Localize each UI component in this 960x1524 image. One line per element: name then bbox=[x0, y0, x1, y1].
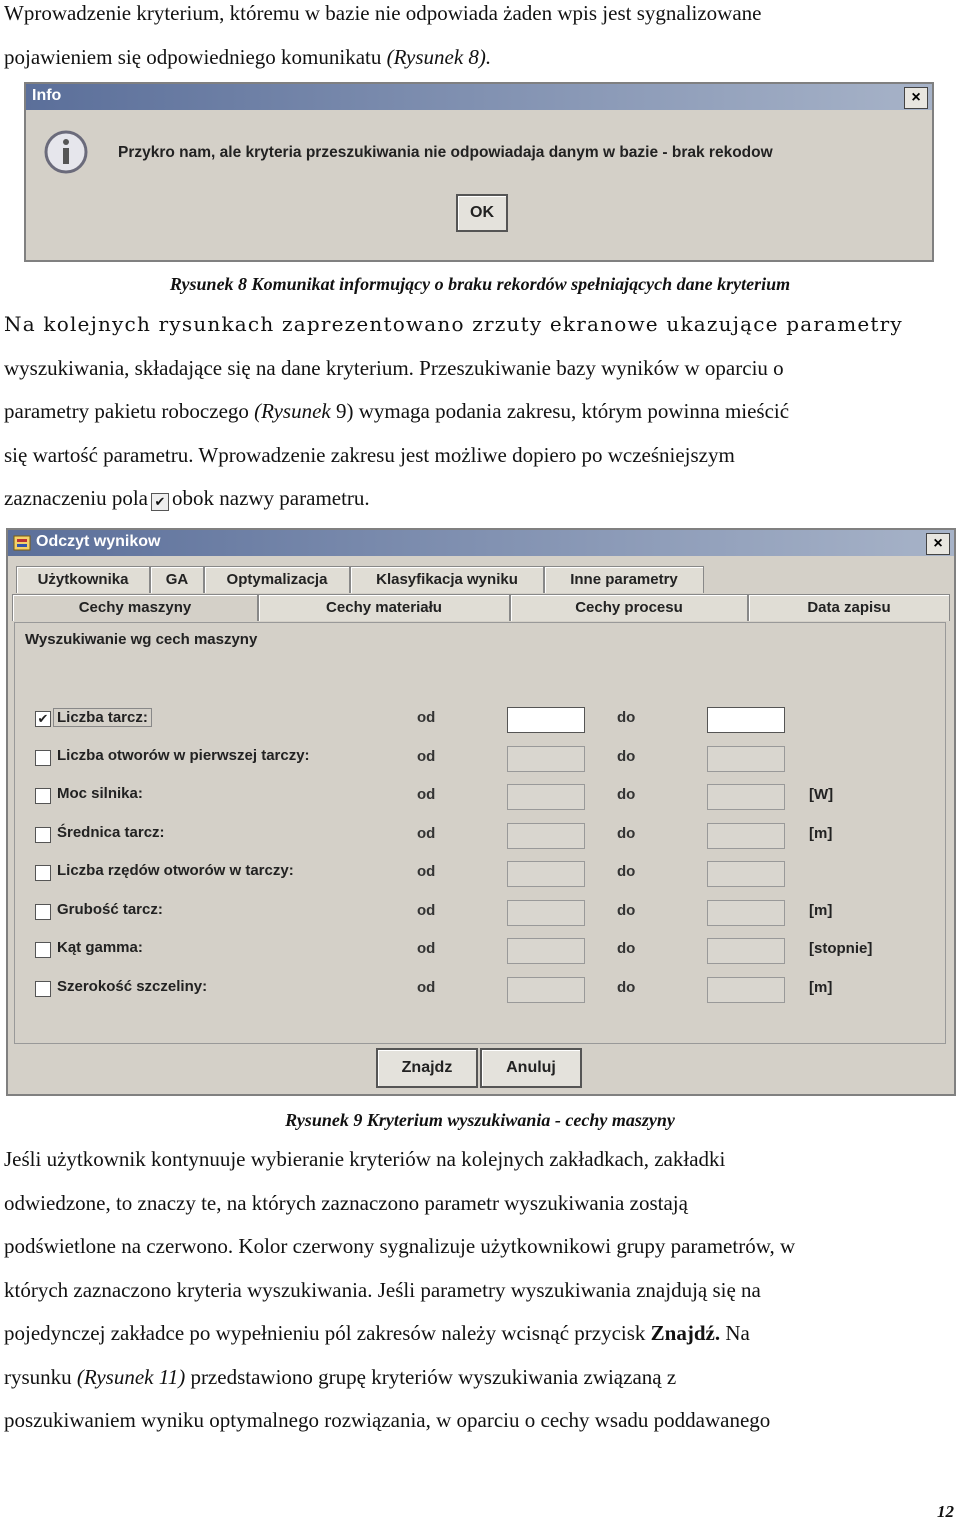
od-label: od bbox=[417, 709, 436, 726]
para3-line-4: których zaznaczono kryteria wyszukiwania. Jeśli parametry wyszukiwania znajdują się na bbox=[4, 1277, 761, 1302]
do-label: do bbox=[617, 747, 636, 765]
criteria-row bbox=[35, 977, 935, 1001]
od-label: od bbox=[417, 901, 436, 919]
criteria-label: Moc silnika: bbox=[57, 785, 143, 802]
para3-line-5: pojedynczej zakładce po wypełnieniu pól zakresów należy wcisnąć przycisk Znajdź. Na bbox=[4, 1321, 750, 1345]
app-icon bbox=[13, 534, 31, 552]
info-titlebar bbox=[26, 84, 932, 110]
criteria-row bbox=[35, 784, 935, 808]
tab-ga[interactable]: GA bbox=[150, 566, 204, 593]
figure-caption-9: Rysunek 9 Kryterium wyszukiwania - cechy maszyny bbox=[285, 1110, 675, 1130]
intro-line-2: pojawieniem się odpowiedniego komunikatu (Rysunek 8). bbox=[4, 44, 492, 69]
paragraph-2 bbox=[4, 303, 956, 521]
do-label: do bbox=[617, 863, 636, 880]
criteria-row bbox=[35, 938, 935, 962]
range-to-input[interactable] bbox=[707, 977, 785, 1003]
page-number: 12 bbox=[937, 1502, 954, 1521]
do-label: do bbox=[617, 709, 636, 726]
tab-inne-parametry[interactable]: Inne parametry bbox=[544, 566, 704, 593]
range-from-input[interactable] bbox=[507, 861, 585, 887]
criteria-row bbox=[35, 707, 935, 731]
do-label: do bbox=[617, 786, 636, 803]
para3-line-3: podświetlone na czerwono. Kolor czerwony sygnalizuje użytkownikowi grupy parametrów, w bbox=[4, 1234, 796, 1258]
criteria-row bbox=[35, 823, 935, 847]
unit-label: [m] bbox=[809, 901, 833, 919]
intro-paragraph bbox=[4, 0, 956, 79]
criteria-checkbox[interactable] bbox=[35, 865, 51, 881]
range-from-input[interactable] bbox=[507, 784, 585, 810]
ok-button[interactable]: OK bbox=[456, 194, 508, 232]
criteria-label: Szerokość szczeliny: bbox=[57, 977, 208, 995]
cancel-button[interactable]: Anuluj bbox=[480, 1048, 582, 1088]
search-window bbox=[6, 528, 956, 1096]
criteria-label: Średnica tarcz: bbox=[57, 823, 165, 841]
figure-caption-8: Rysunek 8 Komunikat informujący o braku rekordów spełniających dane kryterium bbox=[169, 274, 791, 294]
para2-line-5: zaznaczeniu pola ✔ obok nazwy parametru. bbox=[4, 486, 370, 510]
od-label: od bbox=[417, 978, 436, 996]
range-to-input[interactable] bbox=[707, 823, 785, 849]
criteria-checkbox[interactable] bbox=[35, 981, 51, 997]
range-to-input[interactable] bbox=[707, 861, 785, 887]
criteria-row bbox=[35, 900, 935, 924]
para3-line-2: odwiedzone, to znaczy te, na których zaznaczono parametr wyszukiwania zostają bbox=[4, 1190, 688, 1215]
od-label: od bbox=[417, 940, 436, 957]
criteria-row bbox=[35, 746, 935, 770]
criteria-label: Grubość tarcz: bbox=[57, 900, 163, 918]
criteria-label: Liczba otworów w pierwszej tarczy: bbox=[57, 746, 310, 764]
range-to-input[interactable] bbox=[707, 938, 785, 964]
range-from-input[interactable] bbox=[507, 900, 585, 926]
criteria-checkbox[interactable] bbox=[35, 750, 51, 766]
search-titlebar bbox=[8, 530, 954, 556]
criteria-checkbox[interactable] bbox=[35, 827, 51, 843]
range-from-input[interactable] bbox=[507, 823, 585, 849]
criteria-label: Liczba rzędów otworów w tarczy: bbox=[57, 862, 294, 879]
criteria-checkbox[interactable] bbox=[35, 904, 51, 920]
tab-cechy-materialu[interactable]: Cechy materiału bbox=[258, 594, 510, 621]
tab-uzytkownika[interactable]: Użytkownika bbox=[16, 566, 150, 593]
range-from-input[interactable] bbox=[507, 746, 585, 772]
criteria-checkbox[interactable]: ✔ bbox=[35, 711, 51, 727]
criteria-label: Kąt gamma: bbox=[57, 939, 143, 956]
criteria-checkbox[interactable] bbox=[35, 788, 51, 804]
tab-klasyfikacja-wyniku[interactable]: Klasyfikacja wyniku bbox=[350, 566, 544, 593]
range-to-input[interactable] bbox=[707, 746, 785, 772]
criteria-label: Liczba tarcz: bbox=[53, 708, 152, 727]
paragraph-3 bbox=[4, 1138, 956, 1443]
para3-line-7: poszukiwaniem wyniku optymalnego rozwiązania, w oparciu o cechy wsadu poddawanego bbox=[4, 1408, 771, 1432]
close-icon[interactable]: × bbox=[904, 87, 928, 109]
range-to-input[interactable] bbox=[707, 784, 785, 810]
find-button[interactable]: Znajdz bbox=[376, 1048, 478, 1088]
od-label: od bbox=[417, 786, 436, 803]
range-from-input[interactable] bbox=[507, 707, 585, 733]
para3-line-6: rysunku (Rysunek 11) przedstawiono grupę kryteriów wyszukiwania związaną z bbox=[4, 1364, 677, 1389]
unit-label: [m] bbox=[809, 824, 833, 842]
od-label: od bbox=[417, 863, 436, 880]
do-label: do bbox=[617, 978, 636, 996]
checkbox-icon: ✔ bbox=[151, 493, 169, 511]
info-dialog bbox=[24, 82, 934, 262]
tab-cechy-maszyny[interactable]: Cechy maszyny bbox=[12, 594, 258, 621]
group-title: Wyszukiwanie wg cech maszyny bbox=[25, 631, 258, 648]
criteria-checkbox[interactable] bbox=[35, 942, 51, 958]
range-to-input[interactable] bbox=[707, 900, 785, 926]
do-label: do bbox=[617, 940, 636, 957]
para2-line-3: parametry pakietu roboczego (Rysunek 9) wymaga podania zakresu, którym powinna mieścić bbox=[4, 399, 790, 423]
close-icon[interactable]: × bbox=[926, 533, 950, 555]
criteria-group bbox=[14, 622, 946, 1044]
para2-line-2: wyszukiwania, składające się na dane kryterium. Przeszukiwanie bazy wyników w oparciu o bbox=[4, 355, 784, 380]
do-label: do bbox=[617, 901, 636, 919]
search-title: Odczyt wynikow bbox=[36, 533, 161, 550]
range-to-input[interactable] bbox=[707, 707, 785, 733]
range-from-input[interactable] bbox=[507, 938, 585, 964]
para3-line-1: Jeśli użytkownik kontynuuje wybieranie kryteriów na kolejnych zakładkach, zakładki bbox=[4, 1147, 726, 1171]
info-icon bbox=[42, 128, 90, 176]
od-label: od bbox=[417, 747, 436, 765]
tab-cechy-procesu[interactable]: Cechy procesu bbox=[510, 594, 748, 621]
tab-optymalizacja[interactable]: Optymalizacja bbox=[204, 566, 350, 593]
unit-label: [m] bbox=[809, 978, 833, 996]
unit-label: [stopnie] bbox=[809, 940, 873, 957]
para2-line-1: Na kolejnych rysunkach zaprezentowano zrzuty ekranowe ukazujące parametry bbox=[4, 312, 903, 336]
criteria-row bbox=[35, 861, 935, 885]
info-message: Przykro nam, ale kryteria przeszukiwania nie odpowiadaja danym w bazie - brak rekodow bbox=[118, 144, 773, 161]
od-label: od bbox=[417, 824, 436, 842]
intro-line-1: Wprowadzenie kryterium, któremu w bazie nie odpowiada żaden wpis jest sygnalizowane bbox=[4, 1, 762, 25]
unit-label: [W] bbox=[809, 786, 834, 803]
do-label: do bbox=[617, 824, 636, 842]
para2-line-4: się wartość parametru. Wprowadzenie zakresu jest możliwe dopiero po wcześniejszym bbox=[4, 442, 735, 467]
tab-data-zapisu[interactable]: Data zapisu bbox=[748, 594, 950, 621]
range-from-input[interactable] bbox=[507, 977, 585, 1003]
info-title: Info bbox=[32, 87, 62, 104]
